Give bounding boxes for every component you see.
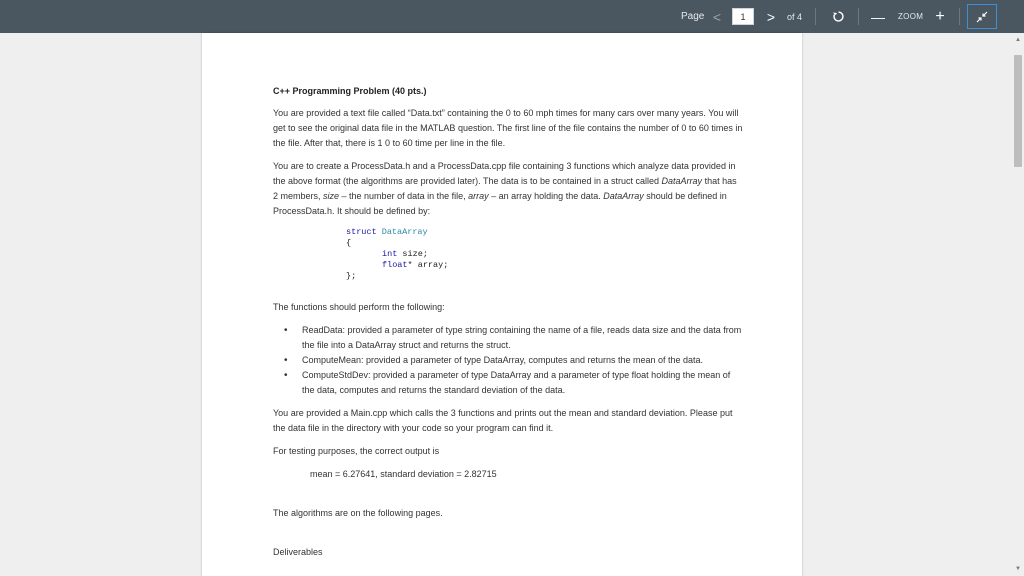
paragraph-data-file: You are provided a text file called “Data.txt” containing the 0 to 60 mph times for many cars over many years. You will get to see the original data file in the MATLAB question. The first line of the file contains the number of 0 to 60 times in the file. After that, there is 1 0 to 60 time per line in the file.: [273, 108, 743, 148]
zoom-out-button[interactable]: [870, 0, 886, 33]
toolbar-divider: [858, 8, 859, 25]
text-span: – the number of data in the file,: [339, 191, 469, 201]
page-number-input[interactable]: [732, 8, 754, 25]
page-number-field-wrap: [732, 0, 754, 33]
text-span: should be defined in ProcessData.h. It should be defined by:: [273, 191, 727, 216]
toolbar-divider: [959, 8, 960, 25]
code-text: size;: [397, 249, 428, 259]
next-page-button[interactable]: [764, 0, 778, 33]
text-span: You are to create a ProcessData.h and a ProcessData.cpp file containing 3 functions which analyze data provided in the above format (the algorithms are provided later). The data is to be contained in a struct called: [273, 161, 736, 186]
code-keyword: float: [382, 260, 408, 270]
zoom-in-button[interactable]: [932, 0, 948, 33]
rotate-icon: [832, 10, 845, 23]
plus-icon: +: [935, 7, 945, 25]
collapse-icon: [976, 11, 988, 23]
list-item-text: ReadData: provided a parameter of type string containing the name of a file, reads data size and the data from the file into a DataArray struct and returns the struct.: [302, 325, 742, 350]
paragraph-algorithms: The algorithms are on the following pages.: [273, 508, 443, 518]
expected-output: mean = 6.27641, standard deviation = 2.82715: [310, 469, 497, 479]
scroll-up-button[interactable]: [1012, 35, 1024, 45]
chevron-left-icon: <: [712, 8, 722, 25]
em-size: size: [323, 191, 340, 201]
paragraph-main-cpp: You are provided a Main.cpp which calls the 3 functions and prints out the mean and standard deviation. Please put the data file in the directory with your code so your program can find it.: [273, 408, 733, 433]
code-line: [346, 260, 743, 271]
page-count-label: of 4: [787, 11, 803, 22]
paragraph-struct-intro: [273, 159, 743, 219]
list-item-text: ComputeStdDev: provided a parameter of type DataArray and a parameter of type float holding the mean of the data, computes and returns the standard deviation of the data.: [302, 370, 731, 395]
code-type-name: DataArray: [381, 227, 428, 237]
text-span: that has 2 members,: [273, 176, 737, 201]
code-keyword: struct: [346, 227, 377, 237]
exit-fullscreen-button[interactable]: [967, 4, 997, 29]
code-keyword: int: [382, 249, 398, 259]
struct-code-block: [346, 227, 743, 282]
minus-icon: —: [871, 8, 885, 25]
rotate-button[interactable]: [828, 0, 848, 33]
paragraph-testing: For testing purposes, the correct output is: [273, 446, 440, 456]
vertical-scrollbar[interactable]: [1012, 33, 1024, 576]
list-item: [273, 353, 743, 368]
zoom-label: ZOOM: [898, 12, 924, 21]
bullet-icon: •: [284, 370, 288, 381]
em-array: array: [468, 191, 489, 201]
page-content: [273, 85, 743, 568]
list-item: [273, 368, 743, 398]
code-line: };: [346, 271, 357, 281]
deliverables-heading: Deliverables: [273, 547, 323, 557]
problem-title: C++ Programming Problem (40 pts.): [273, 86, 427, 96]
em-dataarray: DataArray: [661, 176, 703, 186]
list-item: [273, 323, 743, 353]
bullet-icon: •: [284, 325, 288, 336]
text-span: – an array holding the data.: [488, 191, 604, 201]
functions-list: [273, 323, 743, 398]
arrow-down-icon: ▼: [1015, 566, 1021, 572]
chevron-right-icon: >: [766, 8, 776, 25]
code-line: {: [346, 238, 352, 248]
list-item-text: ComputeMean: provided a parameter of type DataArray, computes and returns the mean of the data.: [302, 355, 704, 365]
em-dataarray: DataArray: [603, 191, 644, 201]
scroll-down-button[interactable]: [1012, 564, 1024, 574]
page-label: Page: [681, 11, 705, 22]
scrollbar-thumb[interactable]: [1014, 55, 1022, 167]
code-text: * array;: [407, 260, 449, 270]
previous-page-button[interactable]: [710, 0, 724, 33]
bullet-icon: •: [284, 355, 288, 366]
toolbar-divider: [815, 8, 816, 25]
code-line: [346, 249, 743, 260]
code-line: [346, 227, 743, 238]
paragraph-functions-intro: The functions should perform the following:: [273, 302, 445, 312]
arrow-up-icon: ▲: [1015, 37, 1021, 43]
document-page: [202, 33, 802, 576]
viewer-toolbar: [0, 0, 1024, 33]
